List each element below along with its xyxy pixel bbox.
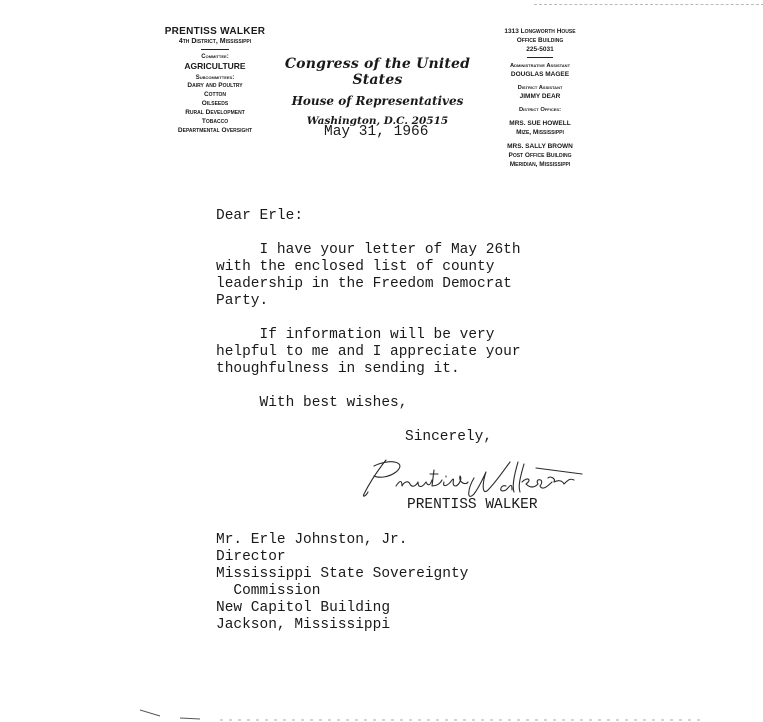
city-zip: Washington, D.C. 20515 bbox=[306, 115, 449, 127]
recipient-line: New Capitol Building bbox=[216, 600, 391, 616]
subcommittee-item: Tobacco bbox=[201, 118, 229, 125]
subcommittee-item: Oilseeds bbox=[201, 100, 229, 107]
scan-artifact-top bbox=[534, 4, 763, 6]
body-line: with the enclosed list of county bbox=[216, 259, 495, 275]
body-line: I have your letter of May 26th bbox=[216, 242, 521, 258]
district-offices-label: District Offices: bbox=[518, 107, 561, 113]
divider bbox=[201, 49, 229, 50]
letterhead-left bbox=[150, 26, 280, 135]
letterhead-right bbox=[485, 27, 595, 169]
subcommittee-item: Cotton bbox=[203, 91, 227, 98]
scan-artifact-bottom bbox=[140, 708, 720, 722]
closing-sincerely: Sincerely, bbox=[405, 429, 493, 445]
body-line: helpful to me and I appreciate your bbox=[216, 344, 521, 360]
committee-label: Committee: bbox=[201, 54, 229, 60]
district-office2-name: MRS. SALLY BROWN bbox=[507, 143, 573, 150]
subcommittee-item: Departmental Oversight bbox=[177, 127, 253, 134]
office-address-line2: Office Building bbox=[516, 37, 564, 44]
body-line: If information will be very bbox=[216, 327, 495, 343]
district-assistant-label: District Assistant bbox=[517, 85, 563, 91]
letter-date: May 31, 1966 bbox=[324, 124, 429, 140]
admin-assistant-name: DOUGLAS MAGEE bbox=[510, 71, 570, 78]
office-address-line1: 1313 Longworth House bbox=[504, 28, 576, 35]
body-line: Party. bbox=[216, 293, 269, 309]
subcommittee-item: Rural Development bbox=[185, 109, 245, 116]
congressman-district: 4th District, Mississippi bbox=[178, 38, 252, 45]
congressman-name: PRENTISS WALKER bbox=[164, 26, 266, 37]
district-assistant-name: JIMMY DEAR bbox=[519, 93, 561, 100]
closing-wishes: With best wishes, bbox=[216, 395, 408, 411]
recipient-line: Mississippi State Sovereignty bbox=[216, 566, 469, 582]
signer-name: PRENTISS WALKER bbox=[407, 497, 538, 513]
divider bbox=[527, 57, 553, 58]
admin-assistant-label: Administrative Assistant bbox=[509, 63, 571, 69]
committee-name: AGRICULTURE bbox=[184, 61, 246, 71]
subcommittees-label: Subcommittees: bbox=[195, 75, 235, 81]
district-office2-city: Meridian, Mississippi bbox=[509, 161, 571, 168]
body-line: thoughfulness in sending it. bbox=[216, 361, 460, 377]
house-title: House of Representatives bbox=[291, 94, 464, 108]
salutation: Dear Erle: bbox=[216, 208, 304, 224]
recipient-line: Mr. Erle Johnston, Jr. bbox=[216, 532, 408, 548]
district-office2-building: Post Office Building bbox=[508, 152, 572, 159]
body-line: leadership in the Freedom Democrat bbox=[216, 276, 512, 292]
recipient-line: Commission bbox=[216, 583, 321, 599]
district-office1-name: MRS. SUE HOWELL bbox=[509, 120, 571, 127]
subcommittee-item: Dairy and Poultry bbox=[187, 82, 243, 89]
congress-title: Congress of the United States bbox=[284, 56, 471, 88]
office-phone: 225-5031 bbox=[526, 46, 554, 53]
letterhead-center bbox=[270, 56, 485, 127]
district-office1-city: Mize, Mississippi bbox=[516, 129, 564, 136]
recipient-line: Jackson, Mississippi bbox=[216, 617, 391, 633]
recipient-line: Director bbox=[216, 549, 286, 565]
